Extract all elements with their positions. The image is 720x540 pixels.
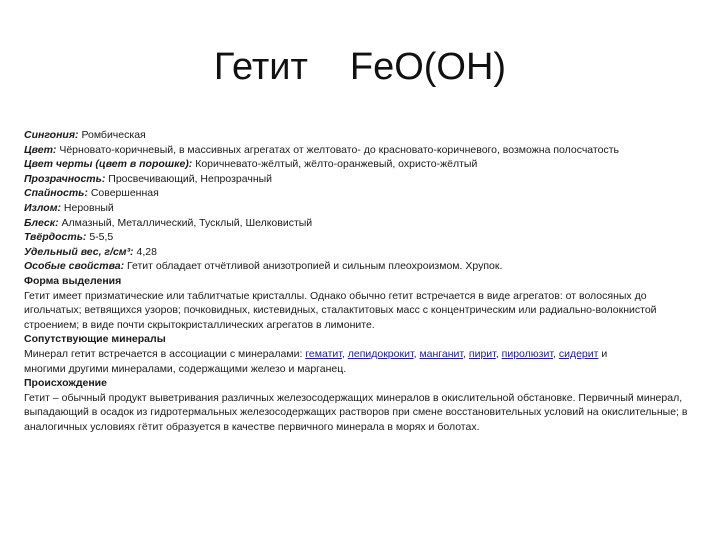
property-color (24, 143, 700, 158)
property-value: Алмазный, Металлический, Тусклый, Шелковистый (58, 216, 313, 229)
section-heading-form: Форма выделения (24, 274, 122, 287)
property-cleavage (24, 186, 700, 201)
property-value: Гетит обладает отчётливой анизотропией и сильным плеохроизмом. Хрупок. (124, 260, 503, 273)
mineral-name: Гетит (213, 46, 308, 88)
section-heading-origin: Происхождение (24, 377, 107, 390)
section-text-minerals: Минерал гетит встречается в ассоциации с минералами: гематит, лепидокрокит, манганит, пирит, пиролюзит, сидерит и многими другими минералами, содержащими железо и марганец. (24, 347, 608, 375)
property-value: 5-5,5 (86, 231, 114, 244)
mineral-description (24, 128, 700, 434)
property-label: Прозрачность: (24, 172, 106, 185)
property-value: Неровный (60, 201, 114, 214)
mineral-link-lepidocrocite[interactable]: лепидокрокит (347, 347, 414, 360)
property-streak (24, 157, 700, 172)
property-transparency (24, 172, 700, 187)
property-density (24, 245, 700, 260)
property-value: 4,28 (133, 245, 157, 258)
property-value: Ромбическая (78, 129, 146, 141)
mineral-link-siderite[interactable]: сидерит (558, 347, 599, 360)
property-label: Особые свойства: (24, 260, 125, 273)
property-label: Цвет: (24, 143, 57, 156)
section-text-origin: Гетит – обычный продукт выветривания различных железосодержащих минералов в окислительной обстановке. Первичный минерал, выпадающий в осадок из гидротермальных железосодержащих растворов при смене восстановительных условий на окислительные; в аналогичных условиях гётит образуется в качестве первичного минерала в морях и болотах. (24, 391, 688, 433)
mineral-link-manganite[interactable]: манганит (419, 347, 464, 360)
mineral-formula: FeO(OH) (349, 46, 507, 88)
property-value: Совершенная (87, 187, 159, 200)
property-special (24, 259, 700, 274)
property-label: Твёрдость: (24, 231, 87, 244)
property-syngony (24, 128, 700, 143)
property-label: Цвет черты (цвет в порошке): (24, 158, 193, 171)
mineral-link-pyrolusite[interactable]: пиролюзит (501, 347, 553, 360)
property-fracture (24, 201, 700, 216)
section-text-form: Гетит имеет призматические или таблитчатые кристаллы. Однако обычно гетит встречается в виде агрегатов: от волосяных до игольчатых; ветвящихся узоров; почковидных, кистевидных, сталактитовых масс с концентрическим или радиально-волокнистой строением; в виде почти скрытокристаллических агрегатов в лимоните. (24, 289, 657, 331)
minerals-tail: многими другими минералами, содержащими железо и марганец. (24, 362, 347, 375)
property-label: Излом: (24, 201, 61, 214)
property-value: Просвечивающий, Непрозрачный (105, 172, 273, 185)
mineral-link-pyrite[interactable]: пирит (468, 347, 496, 360)
property-label: Удельный вес, г/см³: (24, 245, 134, 258)
page-title (0, 46, 720, 89)
property-luster (24, 216, 700, 231)
property-label: Сингония: (24, 129, 79, 141)
minerals-intro: Минерал гетит встречается в ассоциации с минералами: (24, 347, 306, 360)
property-label: Спайность: (24, 187, 88, 200)
section-heading-minerals: Сопутствующие минералы (24, 333, 166, 346)
property-hardness (24, 230, 700, 245)
mineral-link-hematite[interactable]: гематит (305, 347, 342, 360)
property-value: Коричневато-жёлтый, жёлто-оранжевый, охристо-жёлтый (192, 158, 478, 171)
property-label: Блеск: (24, 216, 59, 229)
property-value: Чёрновато-коричневый, в массивных агрегатах от желтовато- до красновато-коричневого, возможна полосчатость (56, 143, 619, 156)
